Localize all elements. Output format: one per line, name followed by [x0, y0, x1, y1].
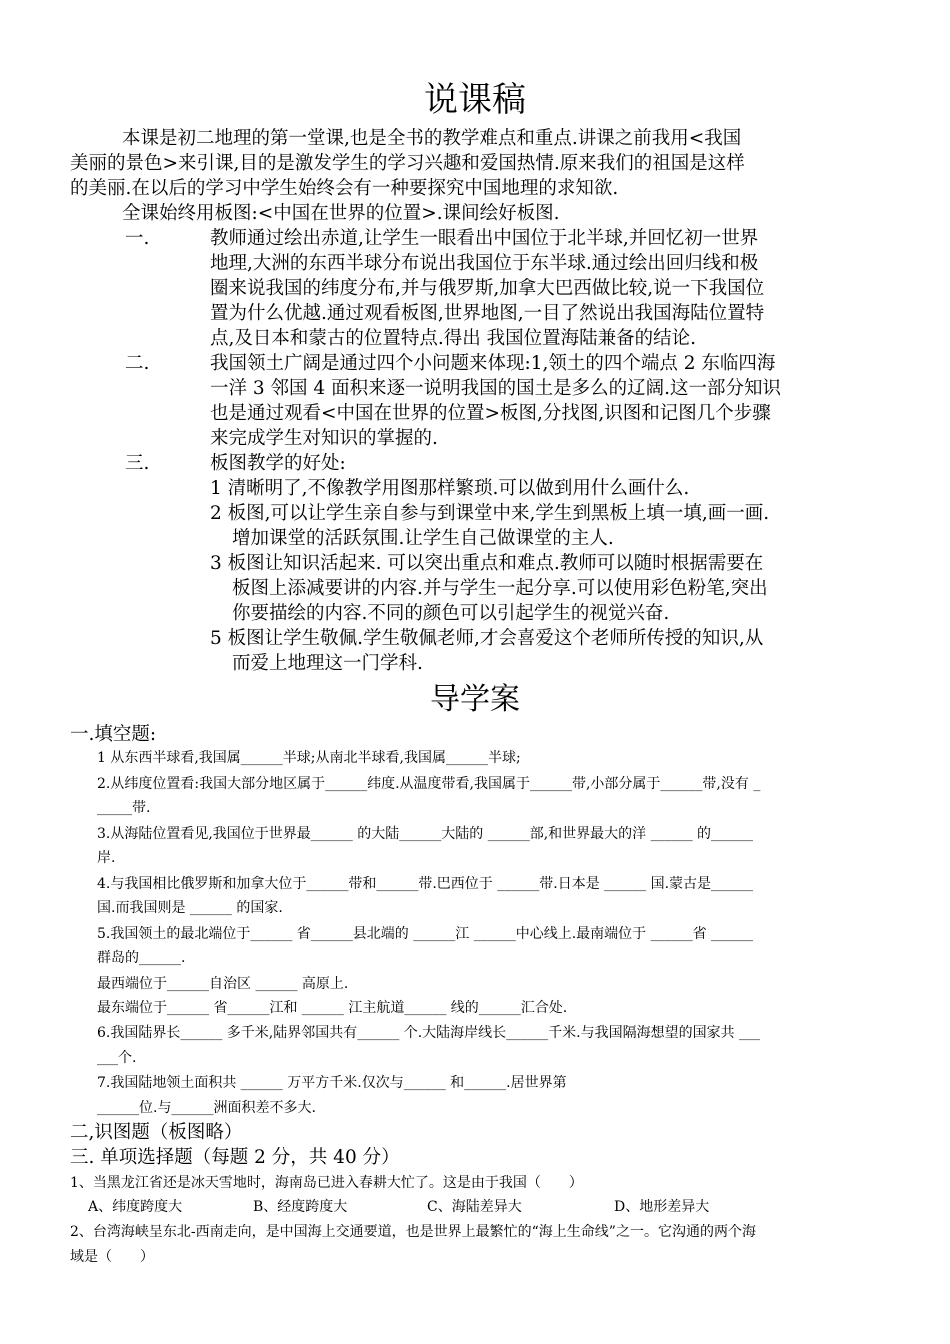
choice-heading: 三. 单项选择题（每题 2 分，共 40 分） — [70, 1147, 400, 1168]
fill-q4-line-2: 国.而我国则是 ______ 的国家. — [97, 900, 283, 916]
section-1-line-3: 圈来说我国的纬度分布,并与俄罗斯,加拿大巴西做比较,说一下我国位 — [210, 278, 765, 299]
section-1-number: 一. — [125, 228, 150, 249]
section-1-line-5: 点,及日本和蒙古的位置特点.得出 我国位置海陆兼备的结论. — [210, 328, 697, 349]
section-2-line-4: 来完成学生对知识的掌握的. — [210, 428, 438, 449]
fill-q2-line-2: _____带. — [97, 800, 151, 816]
intro-line-3: 的美丽.在以后的学习中学生始终会有一种要探究中国地理的求知欲. — [70, 178, 619, 199]
section-3-line-2: 1 清晰明了,不像教学用图那样繁琐.可以做到用什么画什么. — [210, 478, 690, 499]
choice-q1-option-c: C、海陆差异大 — [427, 1199, 522, 1215]
choice-q1-option-b: B、经度跨度大 — [253, 1199, 348, 1215]
section-1-line-4: 置为什么优越.通过观看板图,世界地图,一目了然说出我国海陆位置特 — [210, 303, 765, 324]
section-3-line-6: 板图上添减要讲的内容.并与学生一起分享.可以使用彩色粉笔,突出 — [232, 578, 768, 599]
fill-heading: 一.填空题: — [70, 724, 157, 745]
fill-q1: 1 从东西半球看,我国属______半球;从南北半球看,我国属______半球; — [97, 750, 521, 766]
section-3-line-7: 你要描绘的内容.不同的颜色可以引起学生的视觉兴奋. — [232, 603, 670, 624]
fill-q6-line-1: 6.我国陆界长______ 多千米,陆界邻国共有______ 个.大陆海岸线长______千米.与我国隔海想望的国家共 ___ — [97, 1025, 761, 1041]
fill-q2-line-1: 2.从纬度位置看:我国大部分地区属于______纬度.从温度带看,我国属于______带,小部分属于______带,没有 _ — [97, 776, 761, 792]
section-3-line-8: 5 板图让学生敬佩.学生敬佩老师,才会喜爱这个老师所传授的知识,从 — [210, 628, 764, 649]
section-2-line-1: 我国领土广阔是通过四个小问题来体现:1,领土的四个端点 2 东临四海 — [210, 353, 776, 374]
fill-q4-line-1: 4.与我国相比俄罗斯和加拿大位于______带和______带.巴西位于 ______带.日本是 ______ 国.蒙古是______ — [97, 876, 754, 892]
fill-q7-line-2: ______位.与______洲面积差不多大. — [97, 1100, 316, 1116]
map-heading: 二,识图题（板图略） — [70, 1122, 243, 1143]
fill-q6-line-2: ___个. — [97, 1050, 137, 1066]
choice-q1: 1、当黑龙江省还是冰天雪地时，海南岛已进入春耕大忙了。这是由于我国（ ） — [70, 1175, 583, 1191]
intro-line-4: 全课始终用板图:<中国在世界的位置>.课间绘好板图. — [122, 203, 560, 224]
fill-q5-line-1: 5.我国领土的最北端位于______ 省______县北端的 ______江 ______中心线上.最南端位于 ______省 ______ — [97, 926, 754, 942]
fill-q3-line-2: 岸. — [97, 850, 116, 866]
section-3-line-5: 3 板图让知识活起来. 可以突出重点和难点.教师可以随时根据需要在 — [210, 553, 764, 574]
choice-q2-line-1: 2、台湾海峡呈东北-西南走向，是中国海上交通要道，也是世界上最繁忙的“海上生命线”之一。它沟通的两个海 — [70, 1224, 756, 1240]
fill-q5-line-3: 最西端位于______自治区 ______ 高原上. — [97, 976, 349, 992]
section-2-line-3: 也是通过观看<中国在世界的位置>板图,分找图,识图和记图几个步骤 — [210, 403, 771, 424]
section-2-line-2: 一洋 3 邻国 4 面积来逐一说明我国的国土是多么的辽阔.这一部分知识 — [210, 378, 781, 399]
section-1-line-2: 地理,大洲的东西半球分布说出我国位于东半球.通过绘出回归线和极 — [210, 253, 759, 274]
intro-line-2: 美丽的景色>来引课,目的是激发学生的学习兴趣和爱国热情.原来我们的祖国是这样 — [70, 153, 745, 174]
section-3-number: 三. — [125, 453, 150, 474]
fill-q7-line-1: 7.我国陆地领土面积共 ______ 万平方千米.仅次与______ 和______.居世界第 — [97, 1075, 567, 1091]
fill-q3-line-1: 3.从海陆位置看见,我国位于世界最______ 的大陆______大陆的 ______部,和世界最大的洋 ______ 的______ — [97, 826, 754, 842]
intro-line-1: 本课是初二地理的第一堂课,也是全书的教学难点和重点.讲课之前我用<我国 — [122, 128, 742, 149]
section-1-line-1: 教师通过绘出赤道,让学生一眼看出中国位于北半球,并回忆初一世界 — [210, 228, 759, 249]
fill-q5-line-4: 最东端位于______ 省______江和 ______ 江主航道______ 线的______汇合处. — [97, 1000, 568, 1016]
section-3-line-3: 2 板图,可以让学生亲自参与到课堂中来,学生到黑板上填一填,画一画. — [210, 503, 770, 524]
choice-q1-option-a: A、纬度跨度大 — [88, 1199, 183, 1215]
guide-title: 导学案 — [430, 682, 520, 717]
section-3-line-1: 板图教学的好处: — [210, 453, 346, 474]
fill-q5-line-2: 群岛的______. — [97, 950, 186, 966]
lecture-title: 说课稿 — [424, 80, 526, 120]
section-2-number: 二. — [125, 353, 150, 374]
choice-q1-option-d: D、地形差异大 — [614, 1199, 710, 1215]
section-3-line-9: 而爱上地理这一门学科. — [232, 653, 423, 674]
choice-q2-line-2: 域是（ ） — [70, 1249, 154, 1265]
section-3-line-4: 增加课堂的活跃氛围.让学生自己做课堂的主人. — [232, 528, 614, 549]
